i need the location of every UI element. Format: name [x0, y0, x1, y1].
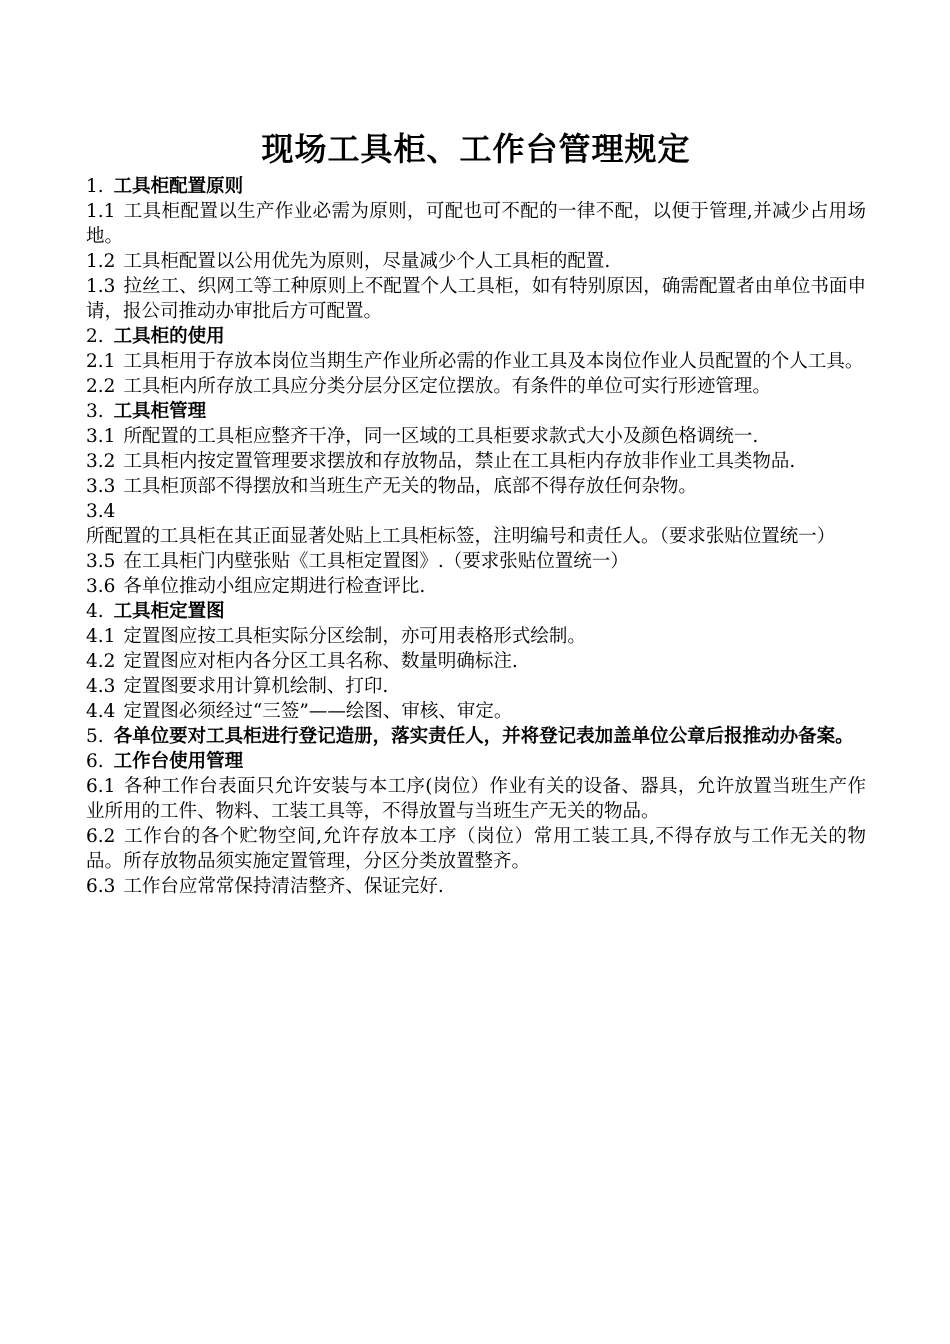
clause-text: 定置图应对柜内各分区工具名称、数量明确标注.	[123, 651, 518, 672]
clause-number: 4.1	[86, 626, 116, 647]
clause-6-2	[86, 824, 866, 874]
section-heading	[86, 324, 866, 349]
clause-text: 工具柜顶部不得摆放和当班生产无关的物品，底部不得存放任何杂物。	[123, 476, 697, 497]
clause-3-4	[86, 499, 866, 549]
clause-text: 工具柜内所存放工具应分类分层分区定位摆放。有条件的单位可实行形迹管理。	[123, 376, 771, 397]
clause-number: 3.2	[86, 451, 116, 472]
section-title: 工具柜配置原则	[113, 176, 244, 197]
clause-number: 3.3	[86, 476, 116, 497]
clause-text: 定置图必须经过“三签”——绘图、审核、审定。	[123, 701, 513, 722]
clause-2-1	[86, 349, 866, 374]
clause-number: 3.6	[86, 576, 116, 597]
clause-text: 所配置的工具柜应整齐干净，同一区域的工具柜要求款式大小及颜色格调统一.	[123, 426, 759, 447]
section-heading	[86, 599, 866, 624]
clause-text: 定置图应按工具柜实际分区绘制，亦可用表格形式绘制。	[123, 626, 586, 647]
section-title: 工具柜定置图	[113, 601, 225, 622]
clause-text: 工具柜配置以公用优先为原则，尽量减少个人工具柜的配置.	[123, 251, 611, 272]
clause-4-4	[86, 699, 866, 724]
section-title: 工作台使用管理	[113, 751, 244, 772]
clause-number: 6.2	[86, 826, 116, 847]
clause-text: 所配置的工具柜在其正面显著处贴上工具柜标签，注明编号和责任人。（要求张贴位置统一）	[86, 526, 836, 547]
clause-number: 4.3	[86, 676, 116, 697]
section-title: 工具柜管理	[113, 401, 207, 422]
section-number: 5.	[86, 726, 104, 747]
section-heading	[86, 174, 866, 199]
clause-number: 1.3	[86, 276, 116, 297]
section-5	[86, 724, 866, 749]
section-heading	[86, 724, 866, 749]
section-number: 3.	[86, 401, 104, 422]
clause-text: 拉丝工、织网工等工种原则上不配置个人工具柜，如有特别原因，确需配置者由单位书面申请，报公司推动办审批后方可配置。	[86, 276, 866, 322]
clause-text: 各种工作台表面只允许安装与本工序(岗位）作业有关的设备、器具，允许放置当班生产作业所用的工件、物料、工装工具等，不得放置与当班生产无关的物品。	[86, 776, 866, 822]
section-2	[86, 324, 866, 399]
clause-4-1	[86, 624, 866, 649]
clause-4-2	[86, 649, 866, 674]
clause-number: 6.3	[86, 876, 116, 897]
document-title: 现场工具柜、工作台管理规定	[261, 130, 691, 168]
clause-text: 工作台应常常保持清洁整齐、保证完好.	[123, 876, 444, 897]
clause-1-1	[86, 199, 866, 249]
section-title: 工具柜的使用	[113, 326, 225, 347]
clause-6-1	[86, 774, 866, 824]
clause-3-2	[86, 449, 866, 474]
section-4	[86, 599, 866, 724]
document-page	[86, 126, 866, 899]
clause-3-5	[86, 549, 866, 574]
section-3	[86, 399, 866, 599]
section-number: 1.	[86, 176, 104, 197]
section-heading	[86, 749, 866, 774]
clause-number: 6.1	[86, 776, 116, 797]
clause-3-1	[86, 424, 866, 449]
section-1	[86, 174, 866, 324]
clause-text: 工作台的各个贮物空间,允许存放本工序（岗位）常用工装工具,不得存放与工作无关的物品。所存放物品须实施定置管理，分区分类放置整齐。	[86, 826, 866, 872]
clause-number: 3.1	[86, 426, 116, 447]
clause-3-3	[86, 474, 866, 499]
clause-number: 4.4	[86, 701, 116, 722]
section-6	[86, 749, 866, 899]
clause-2-2	[86, 374, 866, 399]
clause-text: 工具柜用于存放本岗位当期生产作业所必需的作业工具及本岗位作业人员配置的个人工具。	[123, 351, 864, 372]
clause-number: 3.5	[86, 551, 116, 572]
section-title: 各单位要对工具柜进行登记造册，落实责任人，并将登记表加盖单位公章后报推动办备案。	[113, 726, 854, 747]
clause-number: 1.2	[86, 251, 116, 272]
clause-text: 工具柜配置以生产作业必需为原则，可配也可不配的一律不配，以便于管理,并减少占用场地。	[86, 201, 866, 247]
section-number: 6.	[86, 751, 104, 772]
clause-number: 2.2	[86, 376, 116, 397]
clause-3-6	[86, 574, 866, 599]
section-number: 4.	[86, 601, 104, 622]
section-heading	[86, 399, 866, 424]
clause-text: 定置图要求用计算机绘制、打印.	[123, 676, 389, 697]
clause-number: 3.4	[86, 501, 116, 522]
section-number: 2.	[86, 326, 104, 347]
clause-4-3	[86, 674, 866, 699]
clause-1-3	[86, 274, 866, 324]
clause-text: 工具柜内按定置管理要求摆放和存放物品，禁止在工具柜内存放非作业工具类物品.	[123, 451, 796, 472]
clause-1-2	[86, 249, 866, 274]
clause-number: 4.2	[86, 651, 116, 672]
clause-number: 1.1	[86, 201, 116, 222]
clause-text: 在工具柜门内壁张贴《工具柜定置图》.（要求张贴位置统一）	[123, 551, 629, 572]
clause-6-3	[86, 874, 866, 899]
clause-number: 2.1	[86, 351, 116, 372]
clause-text: 各单位推动小组应定期进行检查评比.	[123, 576, 426, 597]
